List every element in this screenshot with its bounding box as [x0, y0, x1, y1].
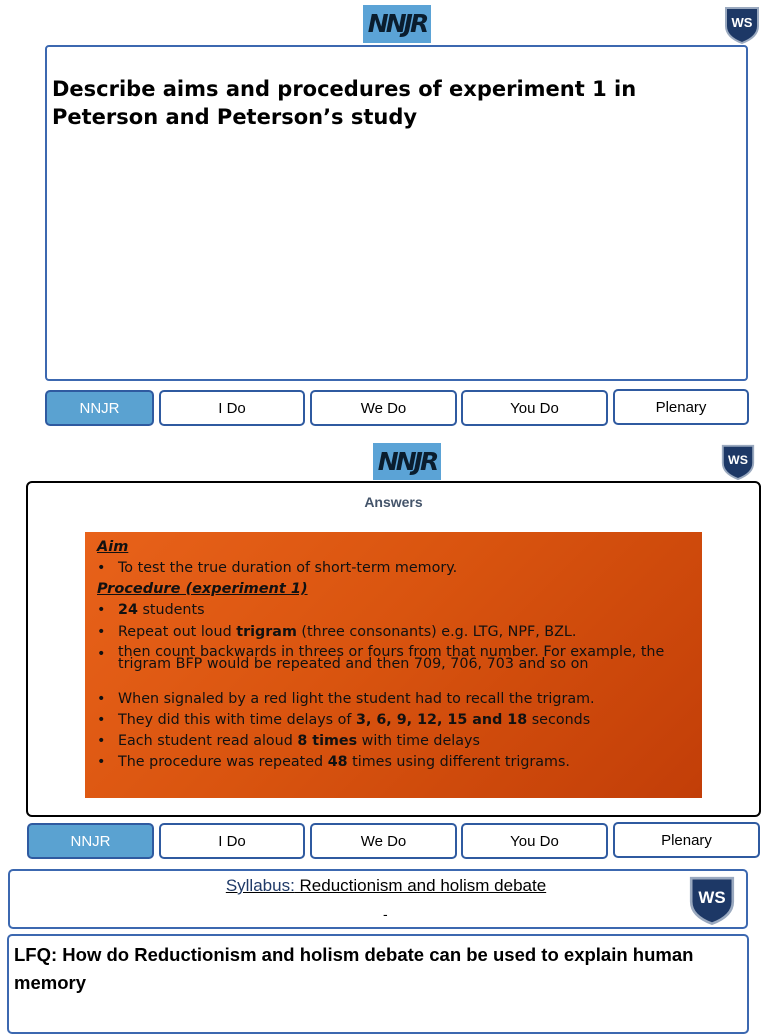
nnjr-logo: NNJR [373, 443, 441, 480]
procedure-item: • When signaled by a red light the student had to recall the trigram. [97, 691, 595, 707]
shield-label: WS [698, 887, 726, 907]
syllabus-heading: Syllabus: Reductionism and holism debate [225, 876, 547, 895]
nnjr-logo: NNJR [363, 5, 431, 43]
question-text: Describe aims and procedures of experiment 1 in Peterson and Peterson’s study [52, 77, 637, 129]
procedure-item: • Each student read aloud 8 times with time delays [97, 733, 480, 749]
procedure-item: • Repeat out loud trigram (three consonants) e.g. LTG, NPF, BZL. [97, 624, 577, 640]
dash-text: - [383, 906, 388, 922]
answer-panel [85, 532, 702, 798]
shield-label: WS [731, 15, 753, 30]
aim-heading: Aim [97, 539, 129, 555]
lfq-text: LFQ: How do Reductionism and holism debate can be used to explain human memory [14, 944, 694, 993]
ws-shield-icon [719, 442, 757, 480]
procedure-item: • The procedure was repeated 48 times using different trigrams. [97, 754, 570, 770]
ws-shield-icon [722, 4, 762, 44]
nav-plenary-button[interactable]: Plenary [613, 822, 760, 858]
procedure-heading: Procedure (experiment 1) [97, 581, 308, 597]
shield-label: WS [728, 452, 748, 467]
nav-we-do-button[interactable]: We Do [310, 390, 457, 426]
nav-you-do-button[interactable]: You Do [461, 390, 608, 426]
nav-we-do-button[interactable]: We Do [310, 823, 457, 859]
nav-i-do-button[interactable]: I Do [159, 390, 305, 426]
procedure-item: • They did this with time delays of 3, 6, 9, 12, 15 and 18 seconds [97, 712, 591, 728]
ws-shield-icon [686, 873, 738, 925]
procedure-item: • 24 students [97, 602, 205, 618]
aim-item: • To test the true duration of short-term memory. [97, 560, 458, 576]
nav-you-do-button[interactable]: You Do [461, 823, 608, 859]
nav-nnjr-button[interactable]: NNJR [45, 390, 154, 426]
procedure-item: • then count backwards in threes or fours from that number. For example, the trigram BFP would be repeated and then 709, 706, 703 and so on [97, 644, 665, 672]
nav-i-do-button[interactable]: I Do [159, 823, 305, 859]
answers-title: Answers [364, 494, 423, 510]
nav-plenary-button[interactable]: Plenary [613, 389, 749, 425]
nav-nnjr-button[interactable]: NNJR [27, 823, 154, 859]
